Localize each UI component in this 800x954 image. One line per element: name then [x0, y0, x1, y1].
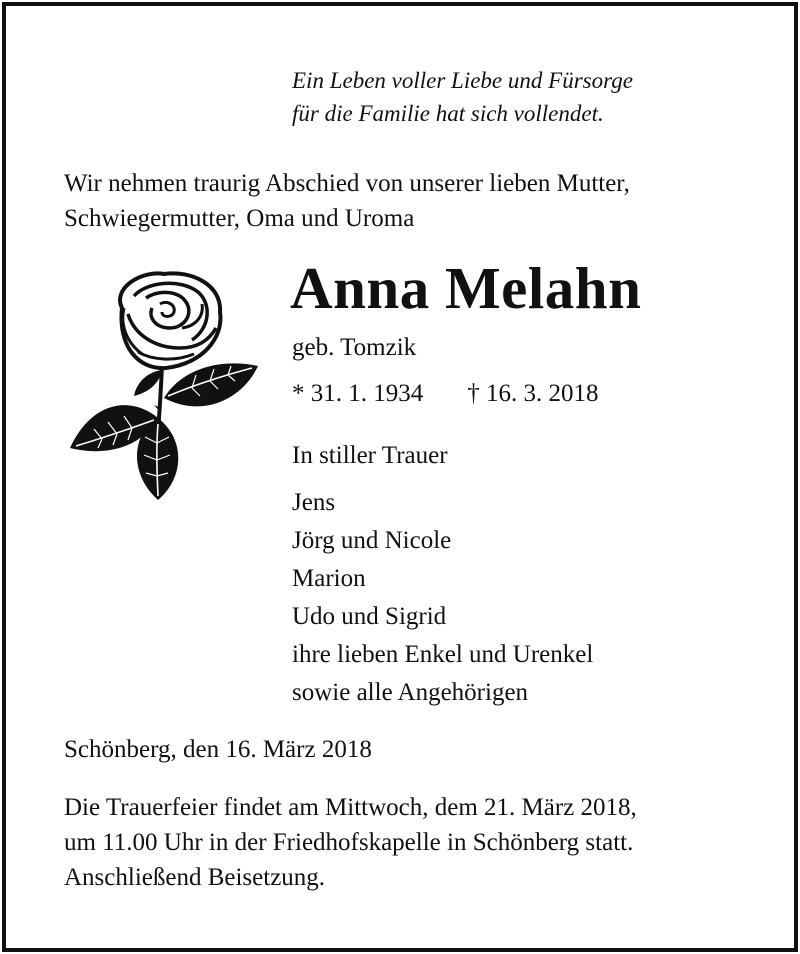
mourner-name: Jörg und Nicole	[292, 527, 452, 554]
mourner-name: Jens	[292, 489, 336, 516]
mourners-list	[292, 484, 593, 712]
deceased-name: Anna Melahn	[290, 255, 642, 321]
mourner-name: ihre lieben Enkel und Urenkel	[292, 641, 594, 668]
motto-line-1: Ein Leben voller Liebe und Fürsorge	[292, 68, 633, 93]
intro-line-1: Wir nehmen traurig Abschied von unserer lieben Mutter,	[64, 170, 630, 197]
ceremony-info	[64, 790, 637, 895]
ceremony-line-3: Anschließend Beisetzung.	[64, 864, 326, 891]
motto-line-2: für die Familie hat sich vollendet.	[292, 101, 604, 126]
ceremony-line-2: um 11.00 Uhr in der Friedhofskapelle in Schönberg statt.	[64, 829, 634, 856]
intro-line-2: Schwiegermutter, Oma und Uroma	[64, 205, 415, 232]
mourning-heading: In stiller Trauer	[292, 442, 448, 469]
rose-icon	[62, 268, 262, 504]
obituary-frame	[2, 2, 798, 952]
motto	[292, 64, 633, 130]
maiden-name: geb. Tomzik	[292, 334, 417, 361]
mourner-name: sowie alle Angehörigen	[292, 679, 529, 706]
intro-text	[64, 166, 630, 236]
place-and-date: Schönberg, den 16. März 2018	[64, 736, 372, 763]
ceremony-line-1: Die Trauerfeier findet am Mittwoch, dem 21. März 2018,	[64, 794, 637, 821]
death-date: † 16. 3. 2018	[467, 380, 599, 407]
mourner-name: Udo und Sigrid	[292, 603, 447, 630]
mourner-name: Marion	[292, 565, 366, 592]
birth-date: * 31. 1. 1934	[292, 380, 424, 407]
life-dates	[292, 378, 599, 410]
